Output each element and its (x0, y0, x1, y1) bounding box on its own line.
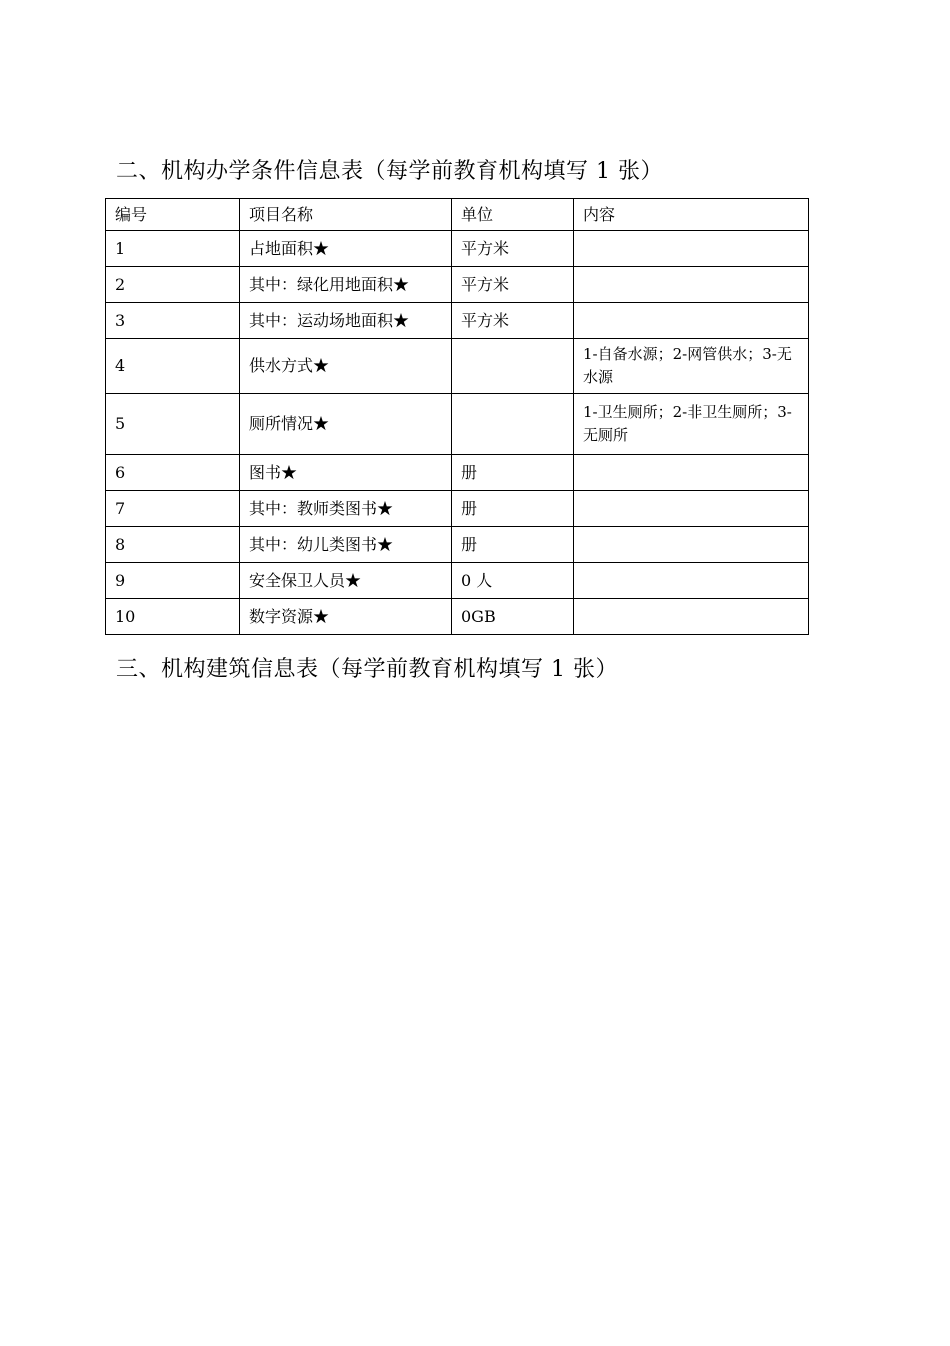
row-unit (452, 339, 574, 394)
row-item: 其中：教师类图书★ (240, 491, 452, 527)
row-unit: 0GB (452, 599, 574, 635)
row-no: 2 (106, 267, 240, 303)
row-item: 图书★ (240, 455, 452, 491)
header-unit: 单位 (452, 199, 574, 231)
row-item: 其中：幼儿类图书★ (240, 527, 452, 563)
conditions-section-title: 二、机构办学条件信息表（每学前教育机构填写 1 张） (116, 159, 663, 184)
row-no: 4 (106, 339, 240, 394)
row-no: 6 (106, 455, 240, 491)
row-content[interactable] (574, 267, 809, 303)
row-unit: 平方米 (452, 267, 574, 303)
table-row (106, 394, 809, 455)
row-item: 其中：运动场地面积★ (240, 303, 452, 339)
row-no: 9 (106, 563, 240, 599)
row-content[interactable]: 1-自备水源；2-网管供水；3-无水源 (574, 339, 809, 394)
row-content[interactable] (574, 455, 809, 491)
row-unit: 册 (452, 527, 574, 563)
row-no: 7 (106, 491, 240, 527)
row-unit: 平方米 (452, 231, 574, 267)
table-row (106, 303, 809, 339)
buildings-section-title: 三、机构建筑信息表（每学前教育机构填写 1 张） (116, 657, 618, 682)
row-item: 其中：绿化用地面积★ (240, 267, 452, 303)
row-content[interactable] (574, 527, 809, 563)
table-row (106, 455, 809, 491)
row-item: 厕所情况★ (240, 394, 452, 455)
row-item: 供水方式★ (240, 339, 452, 394)
row-unit: 册 (452, 455, 574, 491)
table-row (106, 231, 809, 267)
row-content[interactable] (574, 303, 809, 339)
table-row (106, 563, 809, 599)
row-unit: 0 人 (452, 563, 574, 599)
row-unit: 册 (452, 491, 574, 527)
header-no: 编号 (106, 199, 240, 231)
row-content[interactable] (574, 599, 809, 635)
row-no: 10 (106, 599, 240, 635)
row-item: 占地面积★ (240, 231, 452, 267)
table-row (106, 267, 809, 303)
row-no: 3 (106, 303, 240, 339)
row-content[interactable] (574, 491, 809, 527)
row-content[interactable] (574, 563, 809, 599)
row-no: 1 (106, 231, 240, 267)
table-row (106, 527, 809, 563)
row-unit: 平方米 (452, 303, 574, 339)
table-row (106, 491, 809, 527)
table-header-row (106, 199, 809, 231)
row-content[interactable] (574, 231, 809, 267)
row-unit (452, 394, 574, 455)
header-item: 项目名称 (240, 199, 452, 231)
row-item: 安全保卫人员★ (240, 563, 452, 599)
row-no: 8 (106, 527, 240, 563)
row-content[interactable]: 1-卫生厕所；2-非卫生厕所；3-无厕所 (574, 394, 809, 455)
table-row (106, 599, 809, 635)
row-item: 数字资源★ (240, 599, 452, 635)
conditions-table (105, 198, 809, 635)
header-content: 内容 (574, 199, 809, 231)
row-no: 5 (106, 394, 240, 455)
table-row (106, 339, 809, 394)
